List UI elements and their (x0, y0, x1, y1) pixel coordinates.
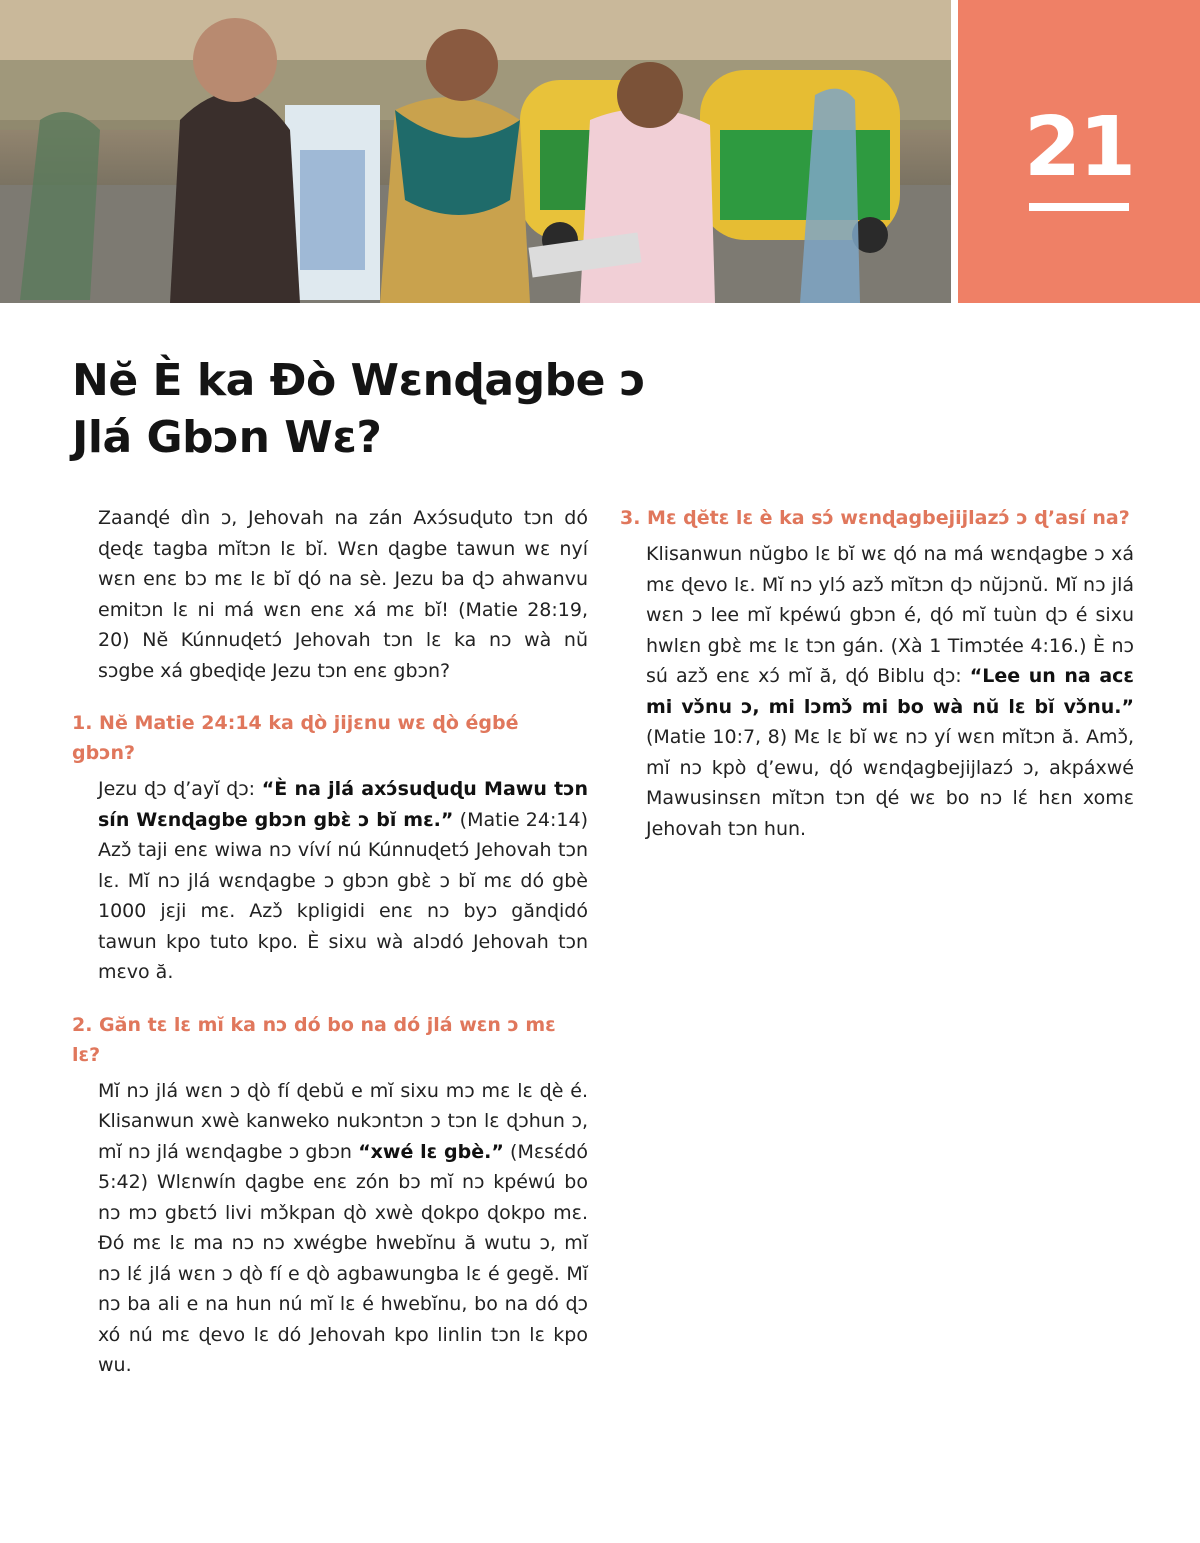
section-3-heading: 3. Mɛ ɖĕtɛ lɛ è ka sɔ́ wɛnɖagbejijlazɔ́ ɔ ɖ’así na? (620, 507, 1130, 529)
section-1-heading: 1. Nĕ Matie 24:14 ka ɖò jijɛnu wɛ ɖò égbé gbɔn? (72, 712, 519, 764)
lesson-number-badge (958, 0, 1200, 303)
section-2-heading: 2. Găn tɛ lɛ mĭ ka nɔ dó bo na dó jlá wɛn ɔ mɛ lɛ? (72, 1013, 556, 1066)
hero-photo (0, 0, 951, 303)
title-line-2: Jlá Gbɔn Wɛ? (72, 412, 382, 463)
title-line-1: Nĕ È ka Ðò Wɛnɖagbe ɔ (72, 355, 646, 406)
section-3-paragraph: Klisanwun nŭgbo lɛ bĭ wɛ ɖó na má wɛnɖagbe ɔ xá mɛ ɖevo lɛ. Mĭ nɔ ylɔ́ azɔ̌ mĭtɔn ɖɔ nŭjɔnŭ. Mĭ nɔ jlá wɛn ɔ lee mĭ kpéwú gbɔn é, ɖó mĭ tuùn ɖɔ é sixu hwlɛn gbɛ̀ mɛ lɛ tɔn gán. (Xà 1 Timɔtée 4:16.) È nɔ sú azɔ̌ enɛ xɔ́ mĭ ă, ɖó Biblu ɖɔ: “Lee un na acɛ mi vɔ̌nu ɔ, mi lɔmɔ̌ mi bo wà nŭ lɛ bĭ vɔ̌nu.” (Matie 10:7, 8) Mɛ lɛ bĭ wɛ nɔ yí wɛn mĭtɔn ă. Amɔ̌, mĭ nɔ kpò ɖ’ewu, ɖó wɛnɖagbejijlazɔ́ ɔ, akpáxwé Mawusinsɛn mĭtɔn tɔn ɖé wɛ bo nɔ lɛ́ hɛn xomɛ Jehovah tɔn hun. (646, 543, 1134, 840)
intro-paragraph: Zaanɖé dìn ɔ, Jehovah na zán Axɔ́suɖuto tɔn dó ɖeɖɛ tagba mĭtɔn lɛ bĭ. Wɛn ɖagbe tawun wɛ nyí wɛn enɛ bɔ mɛ lɛ bĭ ɖó na sè. Jezu ba ɖɔ ahwanvu emitɔn lɛ ni má wɛn enɛ xá mɛ bĭ! (Matie 28:19, 20) Nĕ Kúnnuɖetɔ́ Jehovah tɔn lɛ ka nɔ wà nŭ sɔgbe xá gbeɖiɖe Jezu tɔn enɛ gbɔn? (98, 507, 588, 682)
street-scene-illustration (0, 0, 951, 303)
section-1-paragraph: Jezu ɖɔ ɖ’ayĭ ɖɔ: “È na jlá axɔ́suɖuɖu Mawu tɔn sín Wɛnɖagbe gbɔn gbɛ̀ ɔ bĭ mɛ.” (Matie 24:14) Azɔ̌ taji enɛ wiwa nɔ víví nú Kúnnuɖetɔ́ Jehovah tɔn lɛ. Mĭ nɔ jlá wɛnɖagbe ɔ gbɔn gbɛ̀ ɔ bĭ mɛ dó gbè 1000 jɛji mɛ. Azɔ̌ kpligidi enɛ nɔ byɔ gănɖidó tawun kpo tuto kpo. È sixu wà alɔdó Jehovah tɔn mɛvo ă. (98, 778, 588, 983)
lesson-number: 21 (1023, 100, 1135, 195)
section-2-paragraph: Mĭ nɔ jlá wɛn ɔ ɖò fí ɖebŭ e mĭ sixu mɔ mɛ lɛ ɖè é. Klisanwun xwè kanweko nukɔntɔn ɔ tɔn lɛ ɖɔhun ɔ, mĭ nɔ jlá wɛnɖagbe ɔ gbɔn “xwé lɛ gbè.” (Mɛsɛ́dó 5:42) Wlɛnwín ɖagbe enɛ zón bɔ mĭ nɔ kpéwú bo nɔ mɔ gbɛtɔ́ livi mɔ̌kpan ɖò xwè ɖokpo ɖokpo mɛ. Ðó mɛ lɛ ma nɔ nɔ xwégbe hwebĭnu ă wutu ɔ, mĭ nɔ lɛ́ jlá wɛn ɔ ɖò fí e ɖò agbawungba lɛ é gegĕ. Mĭ nɔ ba ali e na hun nú mĭ lɛ é hwebĭnu, bo na dó ɖɔ xó nú mɛ ɖevo lɛ dó Jehovah kpo linlin tɔn lɛ kpo wu. (98, 1079, 588, 1376)
badge-underline (1029, 203, 1129, 211)
right-column (620, 503, 1134, 844)
left-column (72, 503, 588, 1381)
page-title (72, 352, 772, 466)
